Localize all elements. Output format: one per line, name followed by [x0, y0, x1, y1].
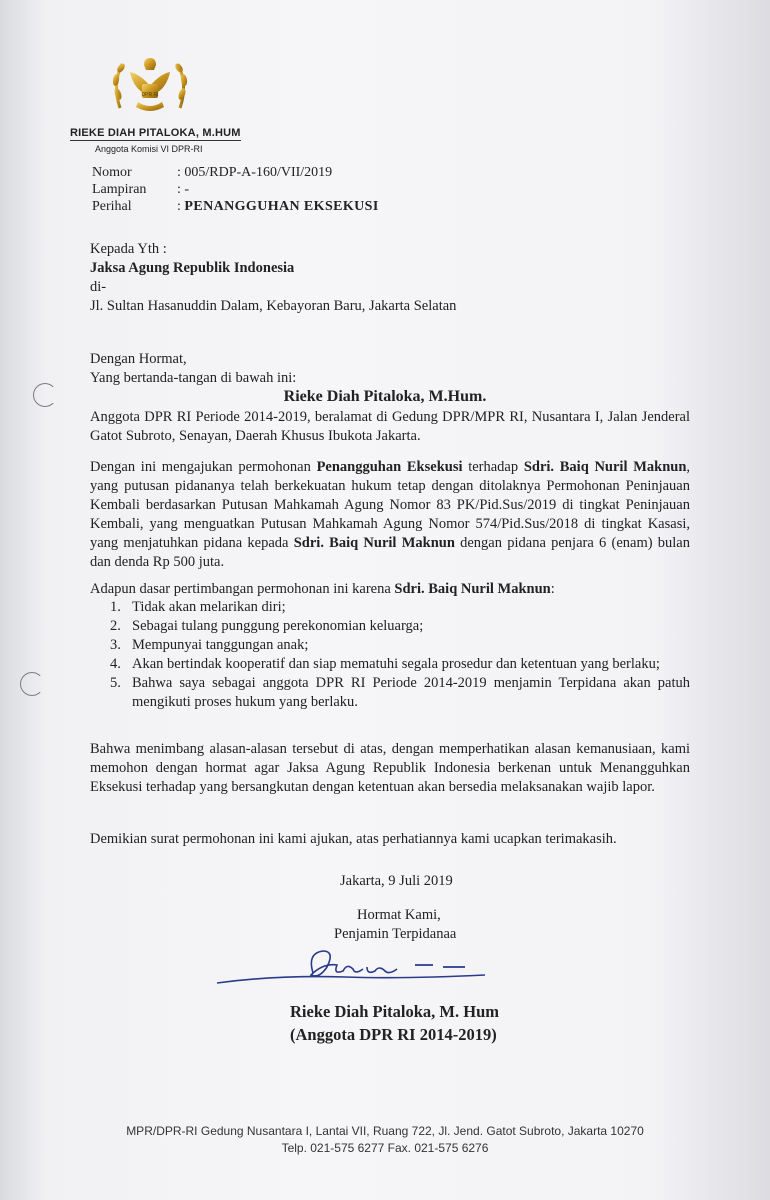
text-run: , yang putusan pidananya telah berkekuatan hukum tetap dengan ditolaknya Permohonan Peninjauan Kembali berdasarkan Putusan Mahkamah Agung Nomor 83 PK/Pid.Sus/2019 di tingkat Peninjauan Kembali, yang menguatkan Putusan Mahkamah Agung Nomor 574/Pid.Sus/2018 di tingkat Kasasi, yang menjatuhkan pidana kepada: [90, 459, 691, 551]
paragraph-request: [90, 458, 690, 572]
paragraph-closing: Demikian surat permohonan ini kami ajukan, atas perhatiannya kami ucapkan terimakasih.: [90, 831, 617, 847]
list-number: 1.: [110, 599, 121, 615]
greeting-block: [90, 350, 296, 388]
text-run: Adapun dasar pertimbangan permohonan ini karena: [90, 581, 395, 597]
meta-value: : -: [177, 182, 190, 197]
guarantor-role: Penjamin Terpidanaa: [334, 926, 457, 942]
text-run: terhadap: [462, 459, 524, 475]
meta-row-nomor: [92, 164, 379, 181]
text-run-bold: Sdri. Baiq Nuril Maknun: [523, 459, 687, 475]
svg-text:DPR RI: DPR RI: [141, 92, 159, 98]
list-text: Bahwa saya sebagai anggota DPR RI Periode 2014-2019 menjamin Terpidana akan patuh mengikuti proses hukum yang berlaku.: [132, 675, 690, 710]
handwritten-signature: [215, 945, 505, 995]
text-run: dengan pidana penjara 6 (enam) bulan dan denda Rp 500 juta.: [90, 535, 690, 570]
meta-label: Perihal: [92, 199, 132, 214]
signatory-position: (Anggota DPR RI 2014-2019): [290, 1025, 497, 1044]
meta-row-lampiran: [92, 181, 379, 198]
meta-value: : 005/RDP-A-160/VII/2019: [177, 165, 333, 180]
recipient-name: Jaksa Agung Republik Indonesia: [90, 260, 295, 276]
meta-row-perihal: [92, 198, 379, 215]
text-run: Dengan ini mengajukan permohonan: [90, 459, 317, 475]
list-item: [110, 674, 690, 712]
greeting-line: Dengan Hormat,: [90, 351, 187, 367]
reasons-list: [110, 598, 690, 712]
footer-phone: Telp. 021-575 6277 Fax. 021-575 6276: [281, 1141, 489, 1155]
list-text: Tidak akan melarikan diri;: [132, 599, 286, 615]
recipient-block: [90, 240, 456, 316]
subject-text: PENANGGUHAN EKSEKUSI: [184, 199, 379, 214]
signer-name: Rieke Diah Pitaloka, M.Hum.: [283, 388, 487, 405]
list-item: [110, 655, 690, 674]
sender-name: RIEKE DIAH PITALOKA, M.HUM: [70, 127, 241, 139]
footer-address: MPR/DPR-RI Gedung Nusantara I, Lantai VII, Ruang 722, Jl. Jend. Gatot Subroto, Jakarta 10270: [126, 1124, 644, 1138]
recipient-line: Kepada Yth :: [90, 241, 167, 257]
meta-colon: :: [177, 199, 185, 214]
list-number: 2.: [110, 618, 121, 634]
meta-label: Nomor: [92, 165, 132, 180]
signatory-block: [290, 1000, 499, 1046]
closing-regards: Hormat Kami,: [357, 907, 441, 923]
text-run-bold: Sdri. Baiq Nuril Maknun: [293, 535, 455, 551]
letter-meta: [92, 164, 379, 215]
signatory-name: Rieke Diah Pitaloka, M. Hum: [290, 1002, 499, 1021]
sender-title: Anggota Komisi VI DPR-RI: [95, 144, 203, 154]
punch-hole: [20, 672, 44, 696]
text-run-bold: Penangguhan Eksekusi: [316, 459, 463, 475]
paragraph-basis: [90, 580, 690, 599]
list-text: Sebagai tulang punggung perekonomian keluarga;: [132, 618, 424, 634]
text-run: :: [550, 581, 555, 597]
paragraph-consideration: Bahwa menimbang alasan-alasan tersebut di atas, dengan memperhatikan alasan kemanusiaan, kami memohon dengan hormat agar Jaksa Agung Republik Indonesia berkenan untuk Menangguhkan Eksekusi terhadap yang bersangkutan dengan ketentuan akan bersedia melaksanakan wajib lapor.: [90, 741, 690, 795]
meta-value: [177, 198, 379, 215]
recipient-line: di-: [90, 279, 107, 295]
list-item: [110, 598, 690, 617]
meta-label: Lampiran: [92, 182, 147, 197]
list-number: 3.: [110, 637, 121, 653]
place-date: Jakarta, 9 Juli 2019: [340, 873, 453, 889]
recipient-address: Jl. Sultan Hasanuddin Dalam, Kebayoran Baru, Jakarta Selatan: [90, 298, 457, 314]
list-number: 4.: [110, 656, 121, 672]
paragraph-identity: Anggota DPR RI Periode 2014-2019, beralamat di Gedung DPR/MPR RI, Nusantara I, Jalan Jenderal Gatot Subroto, Senayan, Daerah Khusus Ibukota Jakarta.: [90, 409, 690, 444]
greeting-line: Yang bertanda-tangan di bawah ini:: [90, 370, 297, 386]
list-text: Mempunyai tanggungan anak;: [132, 637, 309, 653]
text-run-bold: Sdri. Baiq Nuril Maknun: [394, 581, 551, 597]
garuda-emblem-icon: [110, 50, 190, 120]
list-item: [110, 617, 690, 636]
list-number: 5.: [110, 675, 121, 691]
list-item: [110, 636, 690, 655]
list-text: Akan bertindak kooperatif dan siap mematuhi segala prosedur dan ketentuan yang berlaku;: [132, 656, 660, 672]
